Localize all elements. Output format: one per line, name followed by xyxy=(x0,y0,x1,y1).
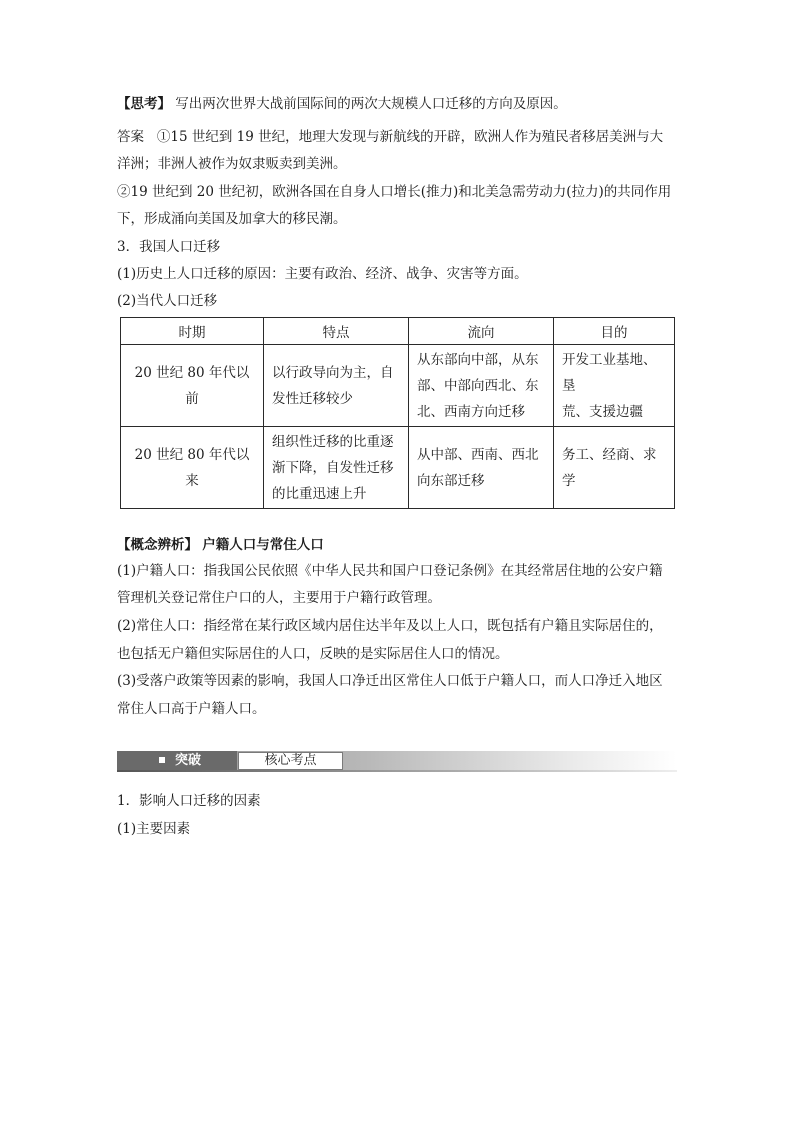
row1-flow-line: 从东部向中部，从东 xyxy=(417,351,539,368)
row1-purpose-line: 荒、支援边疆 xyxy=(562,403,643,420)
answer-line-3: ②19 世纪到 20 世纪初，欧洲各国在自身人口增长(推力)和北美急需劳动力(拉力)的共同作用 xyxy=(117,184,672,200)
header-flow: 流向 xyxy=(409,318,554,345)
table-row xyxy=(121,345,675,427)
concept-p1-line2: 管理机关登记常住户口的人，主要用于户籍行政管理。 xyxy=(117,590,441,606)
answer-line-2: 洋洲；非洲人被作为奴隶贩卖到美洲。 xyxy=(117,156,347,172)
row1-period: 20 世纪 80 年代以前 xyxy=(121,345,264,427)
concept-p3-line2: 常住人口高于户籍人口。 xyxy=(117,701,266,717)
row2-feature xyxy=(264,427,409,509)
answer-line-1 xyxy=(117,128,677,146)
row1-purpose xyxy=(554,345,675,427)
row1-flow xyxy=(409,345,554,427)
row2-flow-line: 从中部、西南、西北 xyxy=(417,446,539,463)
migration-table xyxy=(120,317,675,509)
table-header-row xyxy=(121,318,675,345)
row2-flow-line: 向东部迁移 xyxy=(417,472,485,489)
answer-line-4: 下，形成涌向美国及加拿大的移民潮。 xyxy=(117,211,347,227)
row2-purpose xyxy=(554,427,675,509)
row1-flow-line: 部、中部向西北、东 xyxy=(417,377,539,394)
row2-feature-line: 渐下降，自发性迁移 xyxy=(272,459,394,476)
concept-title: 户籍人口与常住人口 xyxy=(202,537,324,553)
think-tag: 【思考】 xyxy=(117,96,171,112)
row2-purpose-line: 务工、经商、求学 xyxy=(562,446,657,489)
row1-feature-line: 以行政导向为主，自 xyxy=(272,364,394,381)
row1-flow-line: 北、西南方向迁移 xyxy=(417,403,525,420)
section3-item2: (2)当代人口迁移 xyxy=(117,293,218,309)
think-question-line xyxy=(117,95,677,113)
header-feature: 特点 xyxy=(264,318,409,345)
concept-p3-line1: (3)受落户政策等因素的影响，我国人口净迁出区常住人口低于户籍人口，而人口净迁入地区 xyxy=(117,673,663,689)
answer-label: 答案 xyxy=(117,129,144,145)
row1-purpose-line: 开发工业基地、垦 xyxy=(562,351,657,394)
header-purpose: 目的 xyxy=(554,318,675,345)
row1-feature xyxy=(264,345,409,427)
banner-rule xyxy=(117,770,677,772)
square-bullet-icon xyxy=(159,757,165,763)
concept-p2-line1: (2)常住人口：指经常在某行政区域内居住达半年及以上人口，既包括有户籍且实际居住的， xyxy=(117,618,663,634)
bottom-heading: 1．影响人口迁移的因素 xyxy=(117,793,261,809)
concept-p2-line2: 也包括无户籍但实际居住的人口，反映的是实际居住人口的情况。 xyxy=(117,646,509,662)
concept-tag: 【概念辨析】 xyxy=(117,537,198,553)
section3-heading: 3．我国人口迁移 xyxy=(117,239,221,255)
table-row xyxy=(121,427,675,509)
answer-text-1: ①15 世纪到 19 世纪，地理大发现与新航线的开辟，欧洲人作为殖民者移居美洲与大 xyxy=(156,129,664,145)
row2-flow xyxy=(409,427,554,509)
section-banner xyxy=(117,751,677,771)
banner-light-label: 核心考点 xyxy=(238,752,343,770)
row2-period: 20 世纪 80 年代以来 xyxy=(121,427,264,509)
header-period: 时期 xyxy=(121,318,264,345)
banner-dark-label: 突破 xyxy=(175,753,202,768)
bottom-item1: (1)主要因素 xyxy=(117,821,191,837)
row1-feature-line: 发性迁移较少 xyxy=(272,390,353,407)
row2-feature-line: 组织性迁移的比重逐 xyxy=(272,433,394,450)
row2-feature-line: 的比重迅速上升 xyxy=(272,485,367,502)
think-question: 写出两次世界大战前国际间的两次大规模人口迁移的方向及原因。 xyxy=(175,96,567,112)
banner-dark-block xyxy=(117,751,237,771)
section3-item1: (1)历史上人口迁移的原因：主要有政治、经济、战争、灾害等方面。 xyxy=(117,266,528,282)
concept-p1-line1: (1)户籍人口：指我国公民依照《中华人民共和国户口登记条例》在其经常居住地的公安户籍 xyxy=(117,563,663,579)
concept-title-line xyxy=(117,536,677,554)
